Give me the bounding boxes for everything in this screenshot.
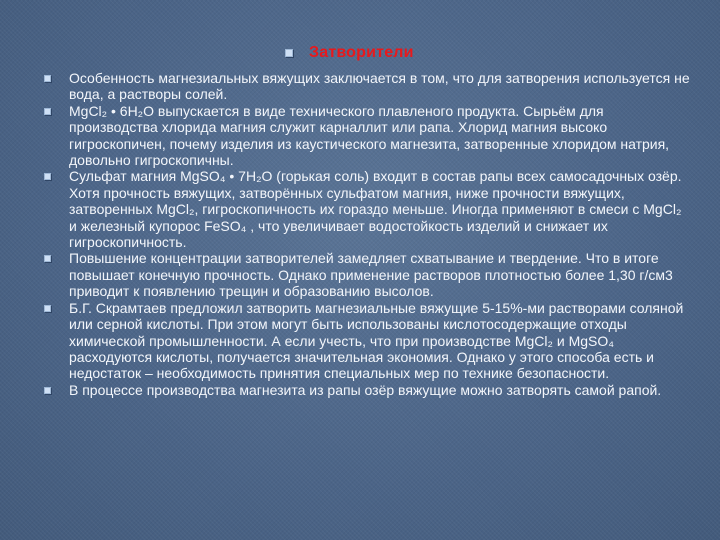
square-bullet-icon <box>44 305 51 312</box>
square-bullet-icon <box>44 173 51 180</box>
list-item-text: В процессе производства магнезита из рапы озёр вяжущие можно затворять самой рапой. <box>69 381 662 398</box>
title-row <box>285 42 414 64</box>
square-bullet-icon <box>44 108 51 115</box>
list-item <box>0 103 720 169</box>
square-bullet-icon <box>44 75 51 82</box>
square-bullet-icon <box>285 49 293 57</box>
square-bullet-icon <box>44 387 51 394</box>
bullet-list <box>0 70 720 398</box>
square-bullet-icon <box>44 255 51 262</box>
list-item-text: MgCl₂ • 6H₂O выпускается в виде технического плавленого продукта. Сырьём для производства хлорида магния служит карналлит или рапа. Хлорид магния высоко гигроскопичен, почему изделия из каустического магнезита, затворенные хлоридом натрия, довольно гигроскопичны. <box>69 102 670 169</box>
list-item-text: Б.Г. Скрамтаев предложил затворить магнезиальные вяжущие 5-15%-ми растворами соляной или серной кислоты. При этом могут быть использованы кислотосодержащие отходы химической промышленности. А если учесть, что при производстве MgCl₂ и MgSO₄ расходуются кислоты, получается значительная экономия. Однако у этого способа есть и недостаток – необходимость принятия специальных мер по технике безопасности. <box>69 299 684 382</box>
list-item <box>0 70 720 103</box>
list-item <box>0 250 720 299</box>
page-title: Затворители <box>309 44 414 61</box>
list-item <box>0 300 720 382</box>
list-item <box>0 382 720 398</box>
list-item-text: Сульфат магния MgSO₄ • 7H₂O (горькая соль) входит в состав рапы всех самосадочных озёр. Хотя прочность вяжущих, затворённых сульфатом магния, ниже прочности вяжущих, затворенных MgCl₂, гигроскопичность их гораздо меньше. Иногда применяют в смеси с MgCl₂ и железный купорос FeSO₄ , что увеличивает водостойкость изделий и снижает их гигроскопичность. <box>69 168 682 251</box>
list-item-text: Повышение концентрации затворителей замедляет схватывание и твердение. Что в итоге повышает конечную прочность. Однако применение растворов плотностью более 1,30 г/см3 приводит к появлению трещин и образованию высолов. <box>69 250 673 300</box>
list-item <box>0 168 720 250</box>
list-item-text: Особенность магнезиальных вяжущих заключается в том, что для затворения используется не вода, а растворы солей. <box>69 70 690 103</box>
